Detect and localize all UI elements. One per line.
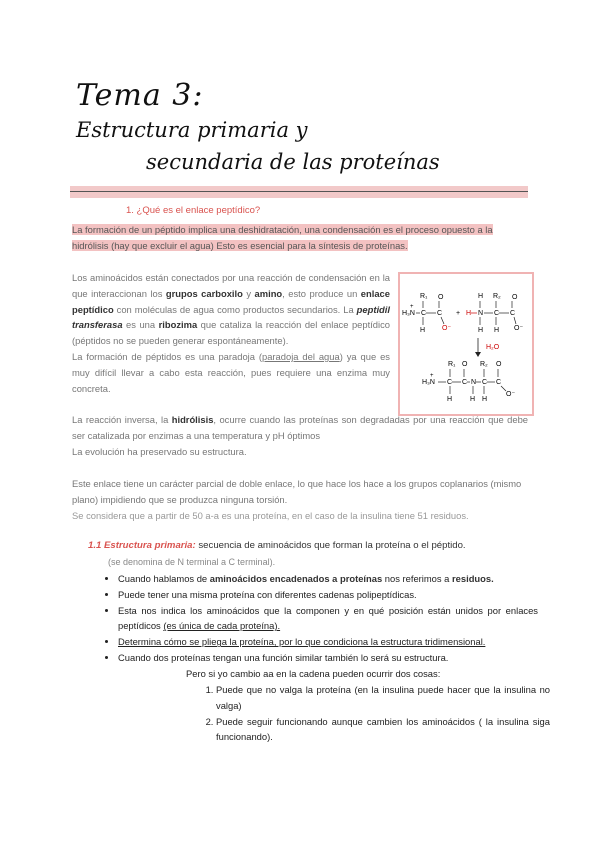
bold-term: grupos carboxilo <box>165 287 243 299</box>
c-label: C <box>447 379 453 386</box>
c-label: C <box>437 310 443 317</box>
bond <box>441 317 444 324</box>
list-item: • Cuando dos proteínas tengan una función similar también lo será su estructura. <box>118 650 538 666</box>
list-item: 2. Puede seguir funcionando aunque cambien los aminoácidos ( la insulina siga funcionando). <box>216 714 550 746</box>
list-item: • Puede tener una misma proteína con diferentes cadenas polipeptídicas. <box>118 587 538 603</box>
h-label: H <box>447 396 453 403</box>
paragraph-condensation <box>72 270 390 396</box>
title-divider-line <box>70 191 528 192</box>
c-label: C <box>496 379 502 386</box>
paragraph-double-bond: Este enlace tiene un carácter parcial de doble enlace, lo que hace los hace a los grupos coplanarios (mismo plano) impidiendo que se produzca ninguna torsión. <box>72 478 522 505</box>
text: que cataliza la reacción del enlace peptídico (péptidos no se pueden generar espontáneamente). <box>72 319 390 347</box>
list-item: • Determina cómo se pliega la proteína, por lo que condiciona la estructura tridimensional. <box>118 634 538 650</box>
ominus-label: O⁻ <box>514 325 524 332</box>
text: La reacción inversa, la <box>72 414 172 425</box>
h-label: H <box>478 327 484 334</box>
h-label: H <box>494 327 500 334</box>
h-label: H <box>420 327 426 334</box>
bold-term: enlace peptídico <box>72 287 390 315</box>
bullet-list <box>104 571 538 666</box>
c-label: C <box>421 310 427 317</box>
list-item <box>118 571 538 587</box>
heading-text: secuencia de aminoácidos que forman la proteína o el péptido. <box>195 540 466 551</box>
r1-label: R₁ <box>448 361 456 368</box>
peptide-reaction-svg <box>400 274 532 414</box>
o-label: O <box>496 361 502 368</box>
bold-term: amino <box>254 287 283 299</box>
paragraph-hydrolysis <box>72 412 528 459</box>
heading-label: 1.1 Estructura primaria: <box>88 540 196 551</box>
bold-term: aminoácidos encadenados a proteínas <box>209 573 383 584</box>
section-heading-primary-structure <box>88 540 466 551</box>
text: La evolución ha preservado su estructura. <box>72 445 247 457</box>
arrow-head-icon <box>475 352 481 357</box>
bold-term: ribozima <box>158 319 198 331</box>
plus-sign: + <box>410 304 414 310</box>
plus-sign: + <box>430 373 434 379</box>
text: Cuando hablamos de <box>118 573 210 584</box>
text: , esto produce un <box>282 287 361 299</box>
bold-term: hidrólisis <box>171 414 214 425</box>
bond <box>501 386 506 391</box>
c-label: C <box>510 310 516 317</box>
plus-sign: + <box>456 310 461 317</box>
text: Los aminoácidos están conectados por una reacción de condensación en la que interaccionan los <box>72 272 390 299</box>
paragraph-insulin: Se considera que a partir de 50 a-a es una proteína, en el caso de la insulina tiene 51 residuos. <box>72 510 469 521</box>
bold-term: residuos. <box>452 573 494 584</box>
highlight-text: La formación de un péptido implica una deshidratación, una condensación es el proceso opuesto a la hidrólisis (hay que excluir el agua) Esto es esencial para la síntesis de proteínas. <box>72 224 493 251</box>
ominus-label: O⁻ <box>442 325 452 332</box>
text: ) ya que es muy difícil llevar a cabo esta reacción, pues requiere una enzima muy concreta. <box>72 350 390 394</box>
h-label: H <box>470 396 476 403</box>
h-label: H <box>482 396 488 403</box>
r2-label: R₂ <box>480 361 488 368</box>
n-label: N <box>471 379 477 386</box>
text: con moléculas de agua como productos secundarios. La <box>113 303 357 315</box>
subtitle-line-1: Estructura primaria y <box>76 118 308 142</box>
o-label: O <box>512 294 518 301</box>
text: Esta nos indica los aminoácidos que la componen y en qué posición están unidos por enlaces peptídicos <box>118 604 538 632</box>
text: nos referimos a <box>382 573 453 584</box>
water-label: H₂O <box>486 344 500 351</box>
page-title: Tema 3: <box>76 78 204 113</box>
list-item: 1. Puede que no valga la proteína (en la insulina puede hacer que la insulina no valga) <box>216 682 550 714</box>
c-label: C <box>462 379 468 386</box>
c-label: C <box>482 379 488 386</box>
n-label: N <box>478 310 484 317</box>
subtitle-line-2: secundaria de las proteínas <box>146 150 440 174</box>
underlined-term: paradoja del agua <box>262 350 340 362</box>
sub-paragraph: Pero si yo cambio aa en la cadena pueden ocurrir dos cosas: <box>186 668 441 679</box>
h3n-label: H₃N <box>422 379 435 386</box>
ominus-label: O⁻ <box>506 391 516 398</box>
h3n-label: H₃N <box>402 310 415 317</box>
terminal-note: (se denomina de N terminal a C terminal). <box>108 557 276 567</box>
o-label: O <box>438 294 444 301</box>
numbered-list <box>196 682 550 745</box>
text: , ocurre cuando las proteínas son degradadas por una reacción que debe ser catalizada por enzimas a una temperatura y pH óptimos <box>72 414 528 441</box>
underlined-term: (es única de cada proteína). <box>163 620 281 632</box>
r1-label: R₁ <box>420 293 428 300</box>
h-label: H <box>478 293 484 300</box>
section-heading-peptide-bond: 1. ¿Qué es el enlace peptídico? <box>126 205 261 216</box>
title-divider <box>70 186 528 198</box>
peptide-bond-diagram <box>398 272 534 416</box>
r2-label: R₂ <box>493 293 501 300</box>
c-label: C <box>494 310 500 317</box>
text: La formación de péptidos es una paradoja ( <box>72 350 262 362</box>
list-item <box>118 603 538 635</box>
text: y <box>242 287 255 299</box>
o-label: O <box>462 361 468 368</box>
highlight-paragraph <box>72 222 528 254</box>
text: es una <box>122 319 159 331</box>
bold-term: peptidil transferasa <box>72 303 390 331</box>
h-label: H <box>466 310 472 317</box>
bond <box>514 317 516 324</box>
